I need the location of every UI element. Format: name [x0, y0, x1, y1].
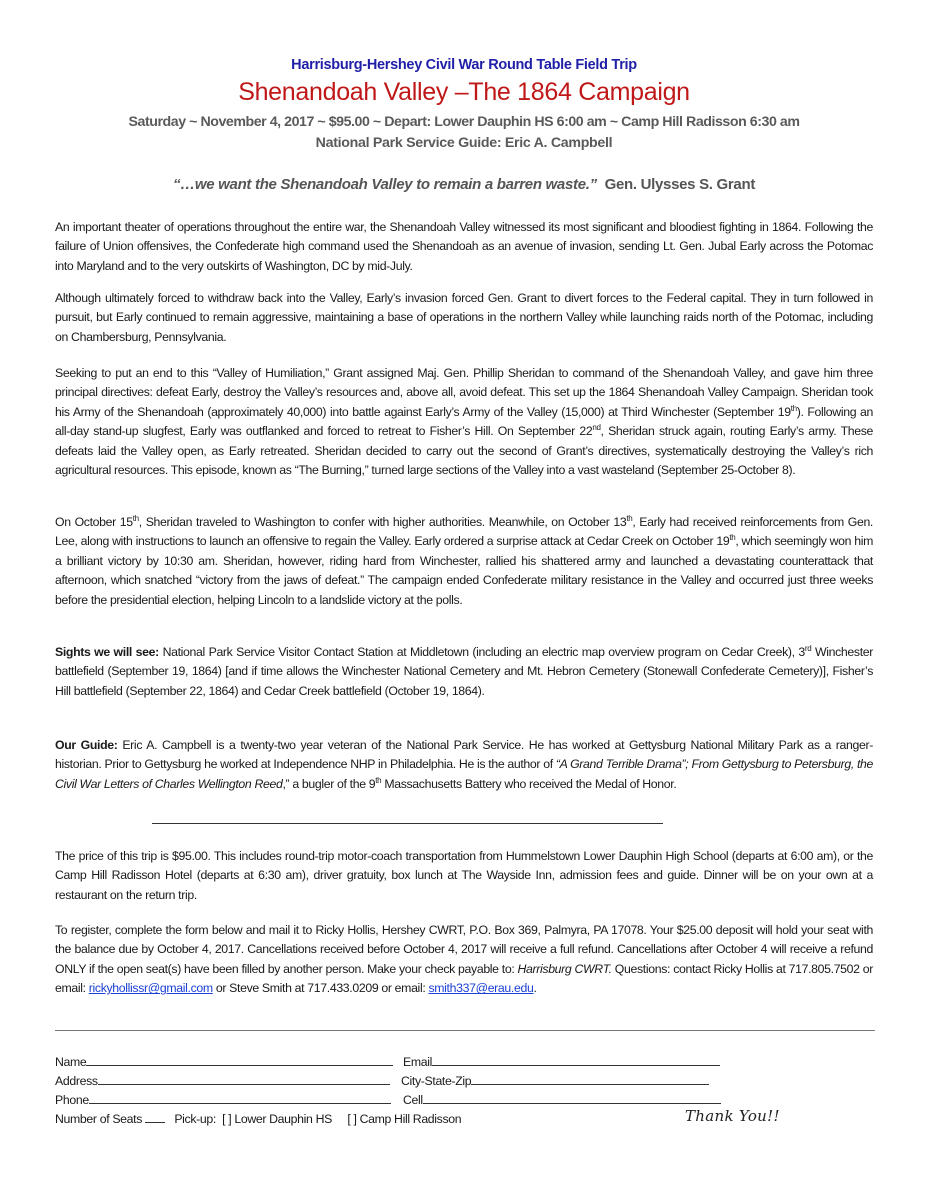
city-state-zip-label: City-State-Zip — [401, 1074, 472, 1088]
grant-quote — [55, 176, 873, 193]
address-field[interactable] — [98, 1072, 390, 1085]
paragraph-sheridan: Seeking to put an end to this “Valley of Humiliation,” Grant assigned Maj. Gen. Phillip Sheridan to command of the Shenandoah Valley, and gave him three principal directives: defeat Early, destroy the Valley’s resources and, above all, avoid defeat. This set up the 1864 Shenandoah Valley Campaign. Sheridan took his Army of the Shenandoah (approximately 40,000) into battle against Early’s Army of the Valley (15,000) at Third Winchester (September 19th). Following an all-day stand-up slugfest, Early was outflanked and forced to retreat to Fisher’s Hill. On September 22nd, Sheridan struck again, routing Early’s army. These defeats laid the Valley open, as Early retreated. Sheridan decided to carry out the second of Grant’s directives, systematically destroying the Valley’s rich agricultural resources. This episode, known as “The Burning,” turned large sections of the Valley into a vast wasteland (September 25-October 8). — [55, 366, 874, 478]
guide-label: Our Guide: — [55, 738, 118, 752]
paragraph-sights: Sights we will see: National Park Service Visitor Contact Station at Middletown (including an electric map overview program on Cedar Creek), 3rd Winchester battlefield (September 19, 1864) [and if time allows the Winchester National Cemetery and Mt. Hebron Cemetery (Stonewall Confederate Cemetery)], Fisher’s Hill battlefield (September 22, 1864) and Cedar Creek battlefield (October 19, 1864). — [55, 643, 873, 698]
book-title: “A Grand Terrible Drama”; From Gettysburg to Petersburg, the Civil War Letters of Charles Wellington Reed — [55, 757, 873, 791]
form-row-name — [55, 1053, 873, 1072]
paragraph-price: The price of this trip is $95.00. This includes round-trip motor-coach transportation from Hummelstown Lower Dauphin High School (departs at 6:00 am), or the Camp Hill Radisson Hotel (departs at 6:30 am), driver gratuity, box lunch at The Wayside Inn, admission fees and guide. Dinner will be on your own at a restaurant on the return trip. — [55, 849, 873, 902]
thank-you-note: Thank You!! — [685, 1107, 780, 1125]
city-state-zip-field[interactable] — [471, 1072, 709, 1085]
pickup-label: Pick-up: — [174, 1112, 216, 1126]
guide-line: National Park Service Guide: Eric A. Campbell — [315, 135, 613, 151]
section-divider — [152, 823, 663, 824]
paragraph-cedar-creek: On October 15th, Sheridan traveled to Washington to confer with higher authorities. Meanwhile, on October 13th, Early had received reinforcements from Gen. Lee, along with instructions to launch an offensive to regain the Valley. Early ordered a surprise attack at Cedar Creek on October 19th, which seemingly won him a brilliant victory by 10:30 am. Sheridan, however, riding hard from Winchester, rallied his shattered army and launched a devastating counterattack that afternoon, which snatched “victory from the jaws of defeat.” The campaign ended Confederate military resistance in the Valley and occurred just three weeks before the presidential election, helping Lincoln to a landslide victory at the polls. — [55, 513, 873, 607]
phone-field[interactable] — [89, 1091, 391, 1104]
paragraph-guide: Our Guide: Eric A. Campbell is a twenty-two year veteran of the National Park Service. He has worked at Gettysburg National Military Park as a ranger-historian. Prior to Gettysburg he worked at Independence NHP in Philadelphia. He is the author of “A Grand Terrible Drama”; From Gettysburg to Petersburg, the Civil War Letters of Charles Wellington Reed,” a bugler of the 9th Massachusetts Battery who received the Medal of Honor. — [55, 738, 873, 791]
form-row-address — [55, 1072, 873, 1091]
name-label: Name — [55, 1055, 87, 1069]
email-label: Email — [403, 1055, 432, 1069]
email-link-steve[interactable]: smith337@erau.edu — [428, 981, 534, 996]
quote-text: “…we want the Shenandoah Valley to remain a barren waste.” — [172, 176, 597, 193]
pickup-option-camp-hill[interactable]: [ ] Camp Hill Radisson — [347, 1112, 462, 1126]
cell-field[interactable] — [423, 1091, 721, 1104]
email-link-ricky[interactable]: rickyhollissr@gmail.com — [88, 981, 213, 996]
seats-label: Number of Seats — [55, 1112, 143, 1126]
seats-field[interactable] — [145, 1110, 165, 1123]
pickup-option-lower-dauphin[interactable]: [ ] Lower Dauphin HS — [222, 1112, 332, 1126]
trip-details-line: Saturday ~ November 4, 2017 ~ $95.00 ~ Depart: Lower Dauphin HS 6:00 am ~ Camp Hill Radisson 6:30 am — [128, 114, 800, 130]
page-title: Shenandoah Valley –The 1864 Campaign — [238, 78, 690, 106]
sights-label: Sights we will see: — [55, 645, 159, 659]
paragraph-register: To register, complete the form below and mail it to Ricky Hollis, Hershey CWRT, P.O. Box 369, Palmyra, PA 17078. Your $25.00 deposit will hold your seat with the balance due by October 4, 2017. Cancellations received before October 4, 2017 will receive a full refund. Cancellations after October 4 will receive a refund ONLY if the open seat(s) have been filled by another person. Make your check payable to: Harrisburg CWRT. Questions: contact Ricky Hollis at 717.805.7502 or email: rickyhollissr@gmail.com or Steve Smith at 717.433.0209 or email: smith337@erau.edu. — [55, 923, 873, 996]
name-field[interactable] — [86, 1053, 393, 1066]
form-divider — [55, 1030, 875, 1031]
cell-label: Cell — [403, 1093, 423, 1107]
payee: Harrisburg CWRT. — [517, 961, 612, 976]
organization-heading: Harrisburg-Hershey Civil War Round Table Field Trip — [291, 57, 637, 73]
address-label: Address — [55, 1074, 98, 1088]
phone-label: Phone — [55, 1093, 89, 1107]
email-field[interactable] — [432, 1053, 720, 1066]
paragraph-intro: An important theater of operations throughout the entire war, the Shenandoah Valley witnessed its most significant and bloodiest fighting in 1864. Following the failure of Union offensives, the Confederate high command used the Shenandoah as an avenue of invasion, sending Lt. Gen. Jubal Early across the Potomac into Maryland and to the very outskirts of Washington, DC by mid-July. — [55, 220, 873, 273]
paragraph-withdraw: Although ultimately forced to withdraw back into the Valley, Early’s invasion forced Gen. Grant to divert forces to the Federal capital. They in turn followed in pursuit, but Early continued to remain aggressive, maintaining a base of operations in the northern Valley while launching raids north of the Potomac, including on Chambersburg, Pennsylvania. — [55, 291, 873, 344]
quote-author: Gen. Ulysses S. Grant — [604, 176, 756, 193]
